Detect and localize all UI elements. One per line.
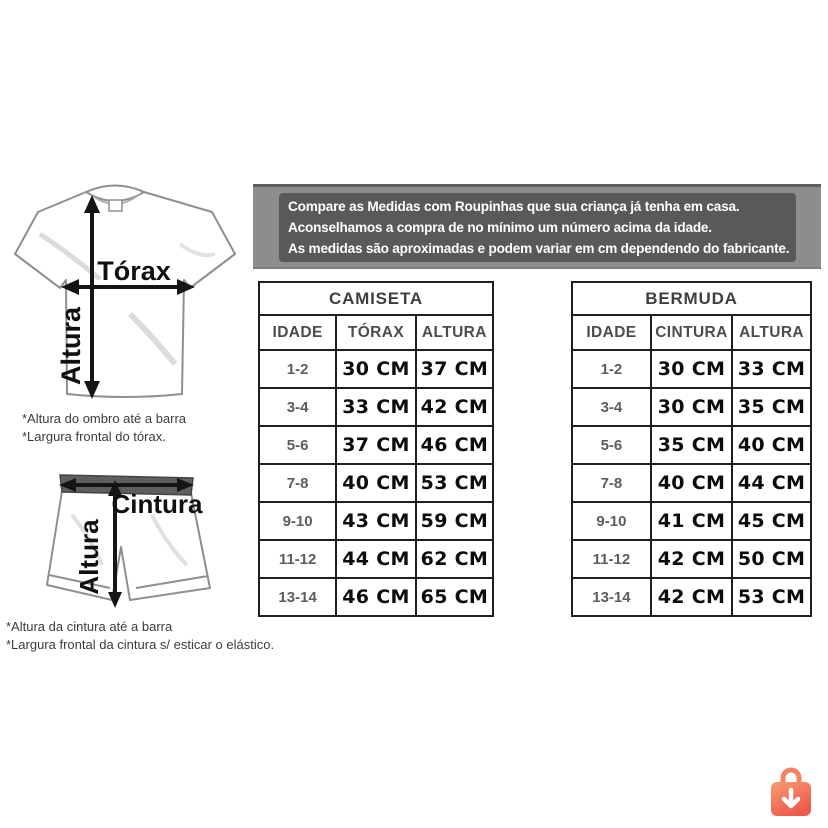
table-row [259, 502, 493, 540]
torax-cell: 43 CM [336, 502, 416, 540]
camiseta-col-torax: TÓRAX [336, 315, 416, 350]
altura-cell: 33 CM [732, 350, 811, 388]
altura-cell: 44 CM [732, 464, 811, 502]
age-cell: 5-6 [259, 426, 336, 464]
altura-cell: 53 CM [732, 578, 811, 616]
table-row [572, 388, 811, 426]
info-banner [253, 184, 821, 269]
shorts-width-label: Cintura [111, 489, 203, 519]
altura-cell: 35 CM [732, 388, 811, 426]
cintura-cell: 30 CM [651, 350, 732, 388]
camiseta-col-altura: ALTURA [416, 315, 493, 350]
torax-cell: 37 CM [336, 426, 416, 464]
banner-line-2: Aconselhamos a compra de no mínimo um número acima da idade. [288, 220, 712, 235]
table-row [572, 540, 811, 578]
table-row [572, 350, 811, 388]
torax-cell: 40 CM [336, 464, 416, 502]
table-row [259, 540, 493, 578]
tshirt-width-label: Tórax [97, 256, 171, 286]
cintura-cell: 40 CM [651, 464, 732, 502]
age-cell: 13-14 [259, 578, 336, 616]
age-cell: 3-4 [572, 388, 651, 426]
banner-line-3: As medidas são aproximadas e podem variar em cm dependendo do fabricante. [288, 241, 790, 256]
shopping-bag-download-icon[interactable] [768, 762, 814, 820]
torax-cell: 44 CM [336, 540, 416, 578]
camiseta-table [258, 281, 494, 617]
age-cell: 9-10 [259, 502, 336, 540]
age-cell: 9-10 [572, 502, 651, 540]
bermuda-col-altura: ALTURA [732, 315, 811, 350]
age-cell: 11-12 [259, 540, 336, 578]
bag-handle [783, 770, 799, 784]
bermuda-table-title: BERMUDA [572, 282, 811, 315]
age-cell: 7-8 [259, 464, 336, 502]
altura-cell: 50 CM [732, 540, 811, 578]
tshirt-footnote-1: *Altura do ombro até a barra [22, 411, 187, 426]
torax-cell: 30 CM [336, 350, 416, 388]
cintura-cell: 42 CM [651, 540, 732, 578]
cintura-cell: 41 CM [651, 502, 732, 540]
age-cell: 11-12 [572, 540, 651, 578]
bermuda-col-idade: IDADE [572, 315, 651, 350]
shorts-height-label: Altura [74, 519, 104, 595]
bermuda-col-cintura: CINTURA [651, 315, 732, 350]
tshirt-tag [109, 200, 122, 211]
cintura-cell: 35 CM [651, 426, 732, 464]
info-banner-box [279, 193, 796, 262]
cintura-cell: 42 CM [651, 578, 732, 616]
tshirt-footnote-2: *Largura frontal do tórax. [22, 428, 166, 444]
age-cell: 13-14 [572, 578, 651, 616]
table-row [259, 350, 493, 388]
torax-cell: 33 CM [336, 388, 416, 426]
altura-cell: 65 CM [416, 578, 493, 616]
camiseta-table-title: CAMISETA [259, 282, 493, 315]
age-cell: 3-4 [259, 388, 336, 426]
altura-cell: 40 CM [732, 426, 811, 464]
banner-line-1: Compare as Medidas com Roupinhas que sua criança já tenha em casa. [288, 199, 740, 214]
cintura-cell: 30 CM [651, 388, 732, 426]
altura-cell: 37 CM [416, 350, 493, 388]
altura-cell: 53 CM [416, 464, 493, 502]
altura-cell: 59 CM [416, 502, 493, 540]
age-cell: 1-2 [259, 350, 336, 388]
table-row [259, 578, 493, 616]
age-cell: 1-2 [572, 350, 651, 388]
camiseta-col-idade: IDADE [259, 315, 336, 350]
table-row [572, 578, 811, 616]
age-cell: 5-6 [572, 426, 651, 464]
age-cell: 7-8 [572, 464, 651, 502]
shorts-diagram [2, 455, 232, 623]
altura-cell: 62 CM [416, 540, 493, 578]
shorts-footnote-2: *Largura frontal da cintura s/ esticar o elástico. [6, 636, 275, 652]
tshirt-footnotes [22, 410, 186, 445]
altura-cell: 45 CM [732, 502, 811, 540]
table-row [259, 426, 493, 464]
table-row [572, 426, 811, 464]
shorts-footnote-1: *Altura da cintura até a barra [6, 619, 173, 634]
altura-cell: 42 CM [416, 388, 493, 426]
table-row [259, 464, 493, 502]
table-row [572, 502, 811, 540]
tshirt-outline [15, 186, 235, 398]
tshirt-height-label: Altura [56, 306, 86, 386]
altura-cell: 46 CM [416, 426, 493, 464]
tshirt-diagram [10, 184, 245, 406]
table-row [572, 464, 811, 502]
torax-cell: 46 CM [336, 578, 416, 616]
shorts-footnotes [6, 618, 274, 653]
table-row [259, 388, 493, 426]
bermuda-table [571, 281, 812, 617]
